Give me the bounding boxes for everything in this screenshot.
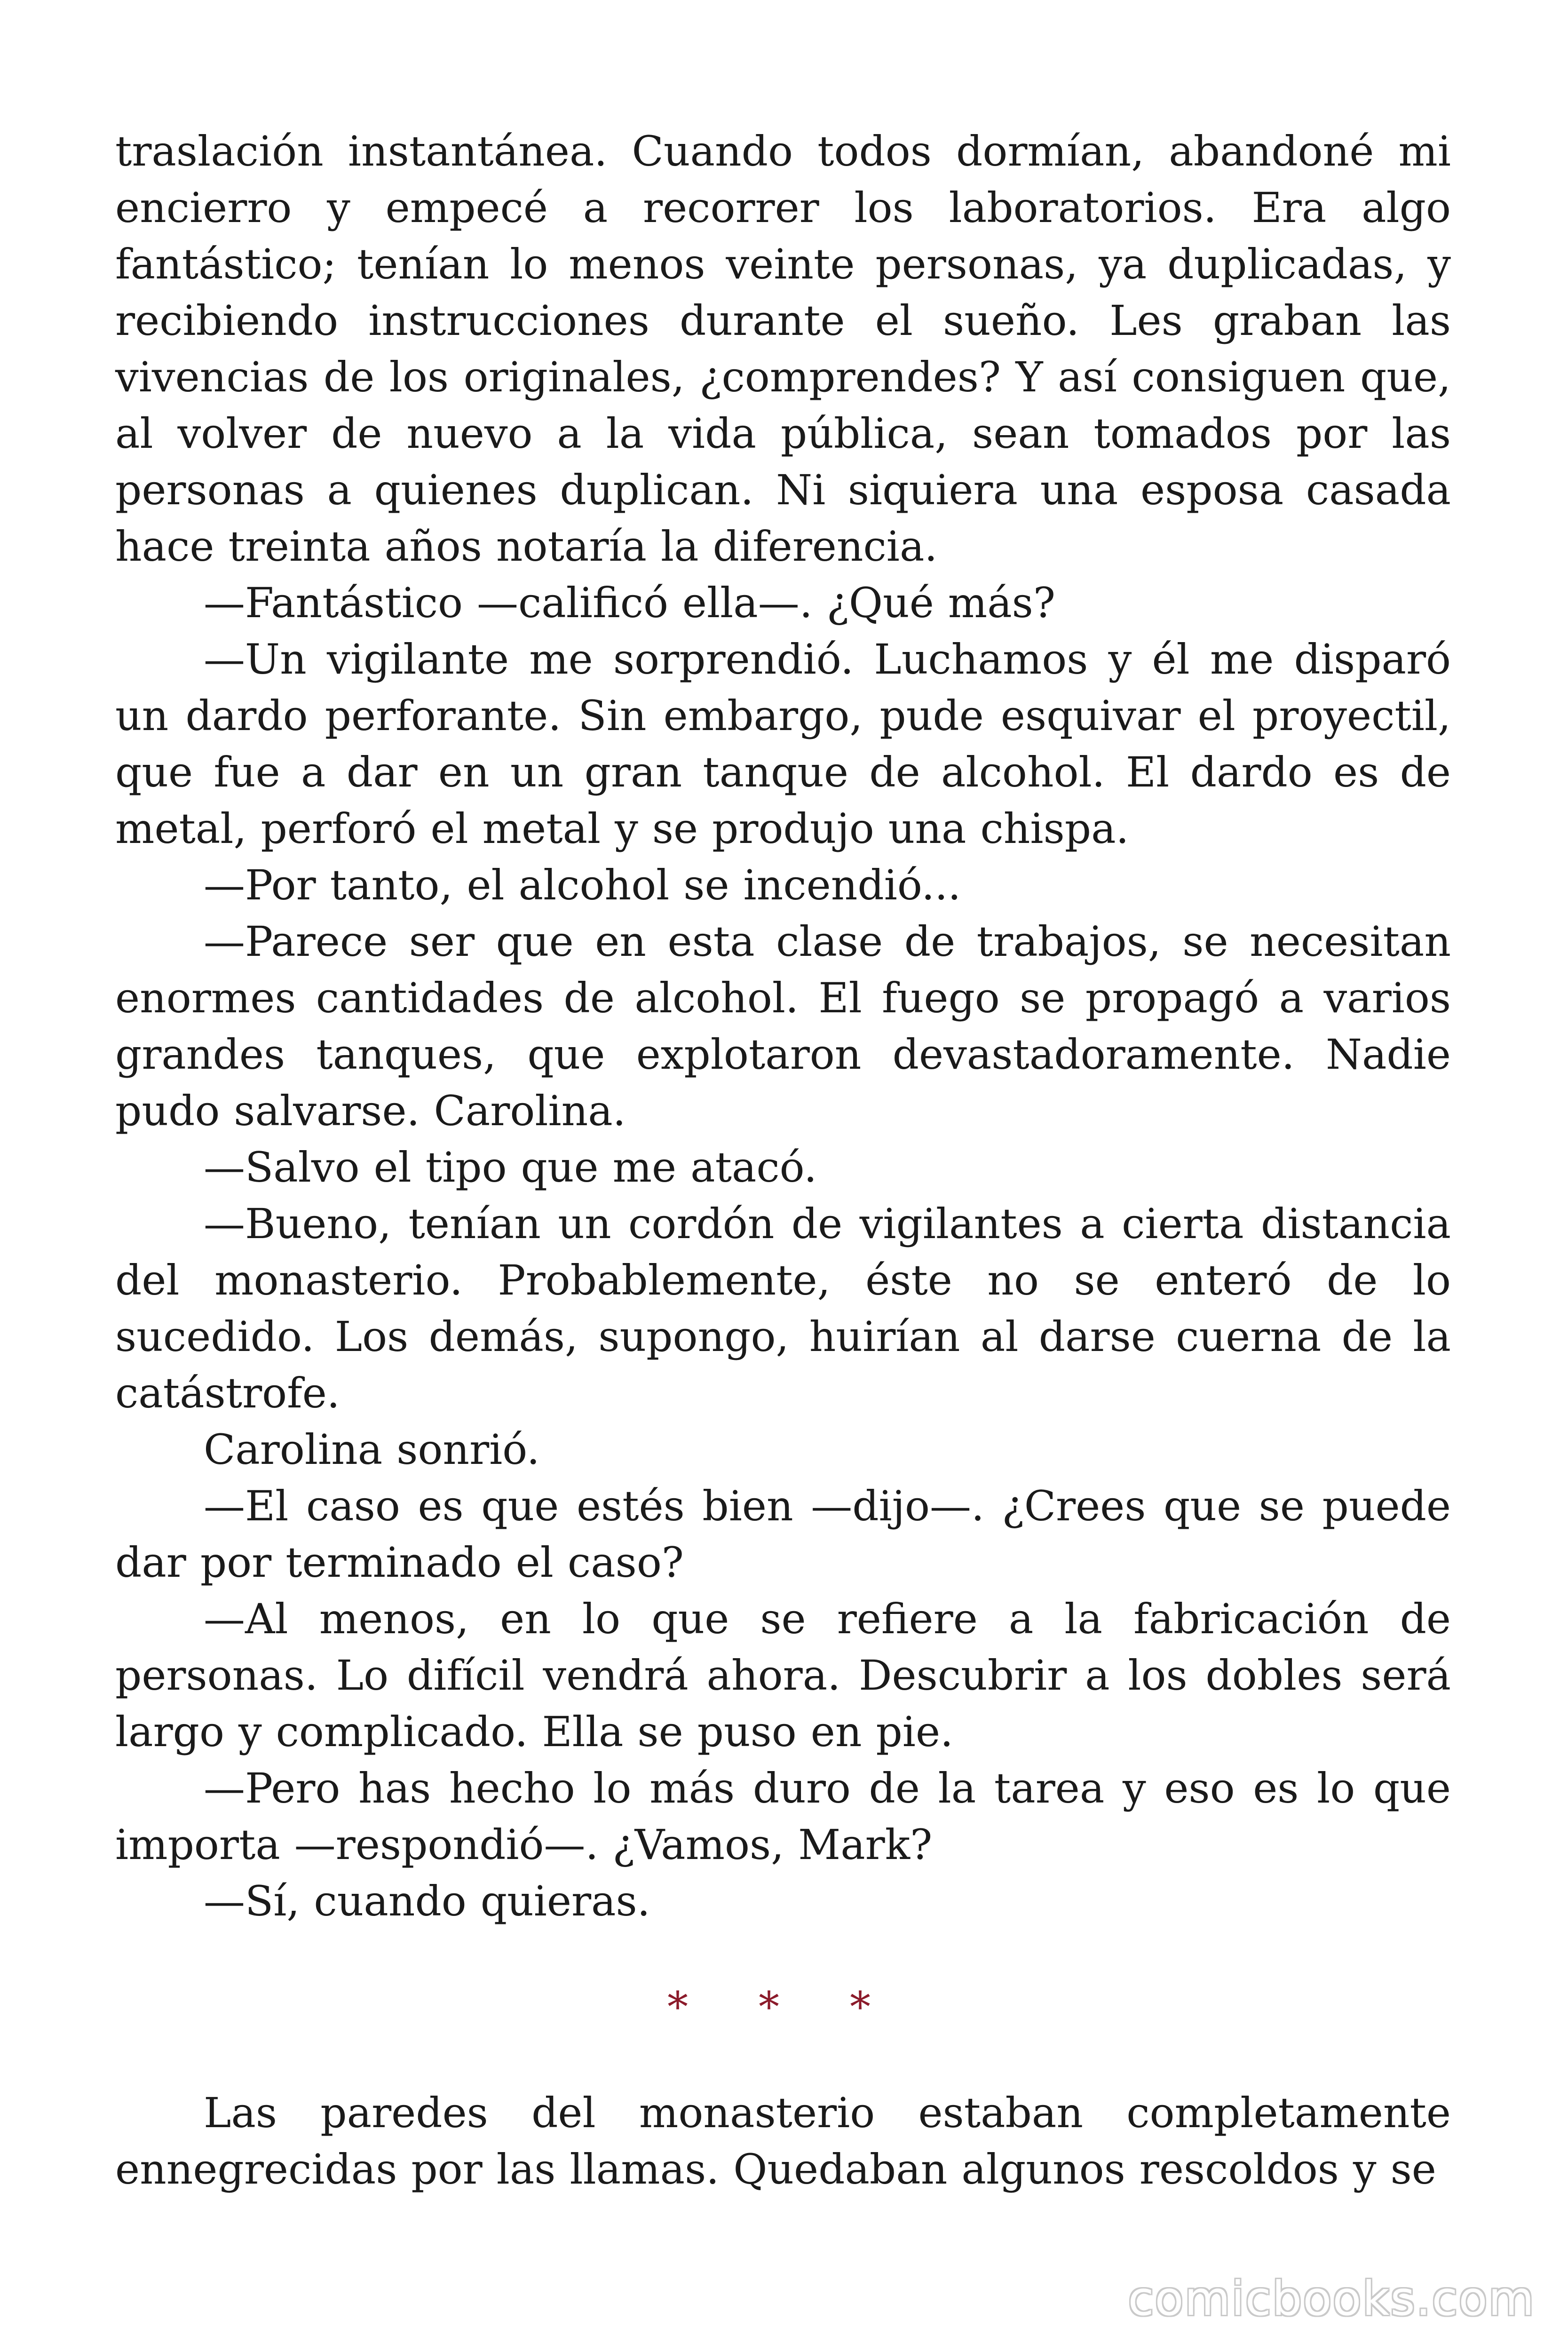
watermark: comicbooks.com: [1128, 2271, 1535, 2326]
paragraph: —Fantástico —calificó ella—. ¿Qué más?: [204, 579, 1056, 627]
paragraph: —Por tanto, el alcohol se incendió...: [204, 861, 961, 909]
paragraph: —El caso es que estés bien —dijo—. ¿Crees que se puede dar por terminado el caso?: [115, 1482, 1451, 1587]
section-separator: * * *: [667, 1983, 899, 2031]
paragraph: —Parece ser que en esta clase de trabajos, se necesitan enormes cantidades de alcohol. El fuego se propagó a varios grandes tanques, que explotaron devastadoramente. Nadie pudo salvarse. Carolina.: [115, 917, 1451, 1135]
paragraph: —Al menos, en lo que se refiere a la fabricación de personas. Lo difícil vendrá ahora. Descubrir a los dobles será largo y complicado. Ella se puso en pie.: [115, 1595, 1451, 1756]
paragraph: —Salvo el tipo que me atacó.: [204, 1143, 817, 1192]
paragraph: —Sí, cuando quieras.: [204, 1877, 650, 1925]
paragraph: traslación instantánea. Cuando todos dormían, abandoné mi encierro y empecé a recorrer los laboratorios. Era algo fantástico; tenían lo menos veinte personas, ya duplicadas, y recibiendo instrucciones durante el sueño. Les graban las vivencias de los originales, ¿comprendes? Y así consiguen que, al volver de nuevo a la vida pública, sean tomados por las personas a quienes duplican. Ni siquiera una esposa casada hace treinta años notaría la diferencia.: [115, 127, 1451, 571]
paragraph: —Pero has hecho lo más duro de la tarea y eso es lo que importa —respondió—. ¿Vamos, Mark?: [115, 1764, 1451, 1869]
page-text: [115, 123, 1451, 2198]
paragraph: Las paredes del monasterio estaban completamente ennegrecidas por las llamas. Quedaban algunos rescoldos y se: [115, 2089, 1451, 2193]
paragraph: Carolina sonrió.: [204, 1425, 540, 1474]
paragraph: —Un vigilante me sorprendió. Luchamos y él me disparó un dardo perforante. Sin embargo, pude esquivar el proyectil, que fue a dar en un gran tanque de alcohol. El dardo es de metal, perforó el metal y se produjo una chispa.: [115, 635, 1451, 853]
paragraph: —Bueno, tenían un cordón de vigilantes a cierta distancia del monasterio. Probablemente, éste no se enteró de lo sucedido. Los demás, supongo, huirían al darse cuerna de la catástrofe.: [115, 1200, 1451, 1417]
